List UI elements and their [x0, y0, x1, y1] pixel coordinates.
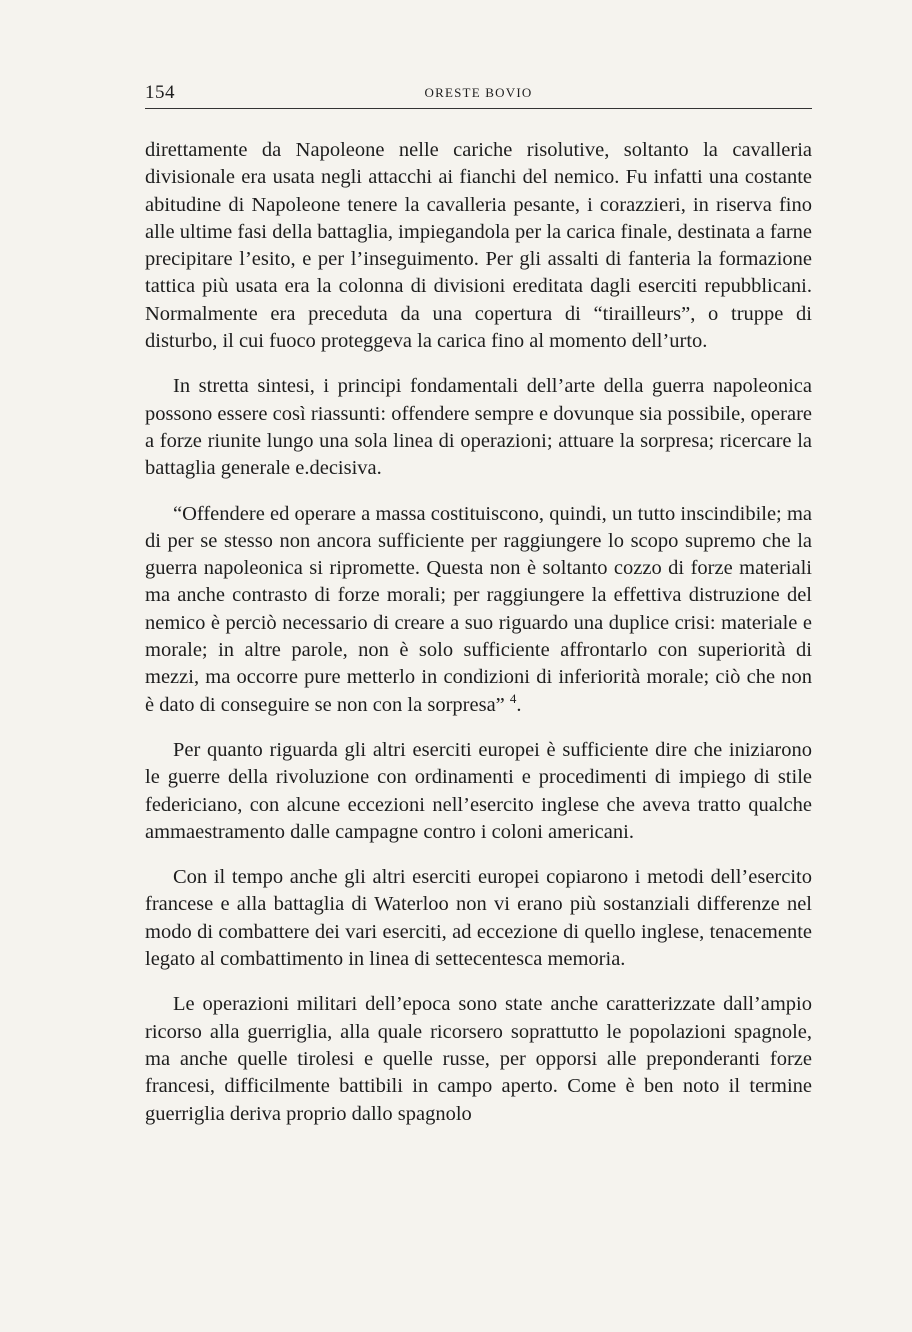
- page-number: 154: [145, 82, 175, 103]
- paragraph: Con il tempo anche gli altri eserciti europei copiarono i metodi dell’esercito francese e alla battaglia di Waterloo non vi erano più sostanziali differenze nel modo di combattere dei vari eserciti, ad eccezione di quello inglese, tenacemente legato al combattimento in linea di settecentesca memoria.: [145, 866, 812, 971]
- footnote-ref: 4: [509, 690, 517, 706]
- paragraph: Le operazioni militari dell’epoca sono state anche caratterizzate dall’ampio ricorso alla guerriglia, alla quale ricorsero soprattutto le popolazioni spagnole, ma anche quelle tirolesi e quelle russe, per opporsi alle preponderanti forze francesi, difficilmente battibili in campo aperto. Come è ben noto il termine guerriglia deriva proprio dallo spagnolo: [145, 993, 812, 1125]
- running-head: ORESTE BOVIO: [424, 85, 533, 100]
- paragraph: Per quanto riguarda gli altri eserciti europei è sufficiente dire che iniziarono le guerre della rivoluzione con ordinamenti e procedimenti di impiego di stile federiciano, con alcune eccezioni nell’esercito inglese che aveva tratto qualche ammaestramento dalle campagne contro i coloni americani.: [145, 738, 812, 843]
- body-text: [145, 137, 812, 1146]
- paragraph-quote: [145, 501, 812, 719]
- paragraph: In stretta sintesi, i principi fondamentali dell’arte della guerra napoleonica possono essere così riassunti: offendere sempre e dovunque sia possibile, operare a forze riunite lungo una sola linea di operazioni; attuare la sorpresa; ricercare la battaglia generale e.decisiva.: [145, 375, 812, 480]
- paragraph-quote-text: “Offendere ed operare a massa costituiscono, quindi, un tutto inscindibile; ma di per se stesso non ancora sufficiente per raggiungere lo scopo supremo che la guerra napoleonica si ripromette. Questa non è soltanto cozzo di forze materiali ma anche contrasto di forze morali; per raggiungere la effettiva distruzione del nemico è perciò necessario di creare a suo riguardo una duplice crisi: materiale e morale; in altre parole, non è solo sufficiente affrontarlo con superiorità di mezzi, ma occorre pure metterlo in condizioni di inferiorità morale; ciò che non è dato di conseguire se non con la sorpresa”: [145, 502, 812, 716]
- page-header: [145, 82, 812, 109]
- paragraph: direttamente da Napoleone nelle cariche risolutive, soltanto la cavalleria divisionale era usata negli attacchi ai fianchi del nemico. Fu infatti una costante abitudine di Napoleone tenere la cavalleria pesante, i corazzieri, in riserva fino alle ultime fasi della battaglia, impiegandola per la carica finale, destinata a farne precipitare l’esito, e per l’inseguimento. Per gli assalti di fanteria la formazione tattica più usata era la colonna di divisioni ereditata dagli eserciti repubblicani. Normalmente era preceduta da una copertura di “tirailleurs”, o truppe di disturbo, il cui fuoco proteggeva la carica fino al momento dell’urto.: [145, 139, 812, 353]
- paragraph-quote-end: .: [516, 693, 522, 716]
